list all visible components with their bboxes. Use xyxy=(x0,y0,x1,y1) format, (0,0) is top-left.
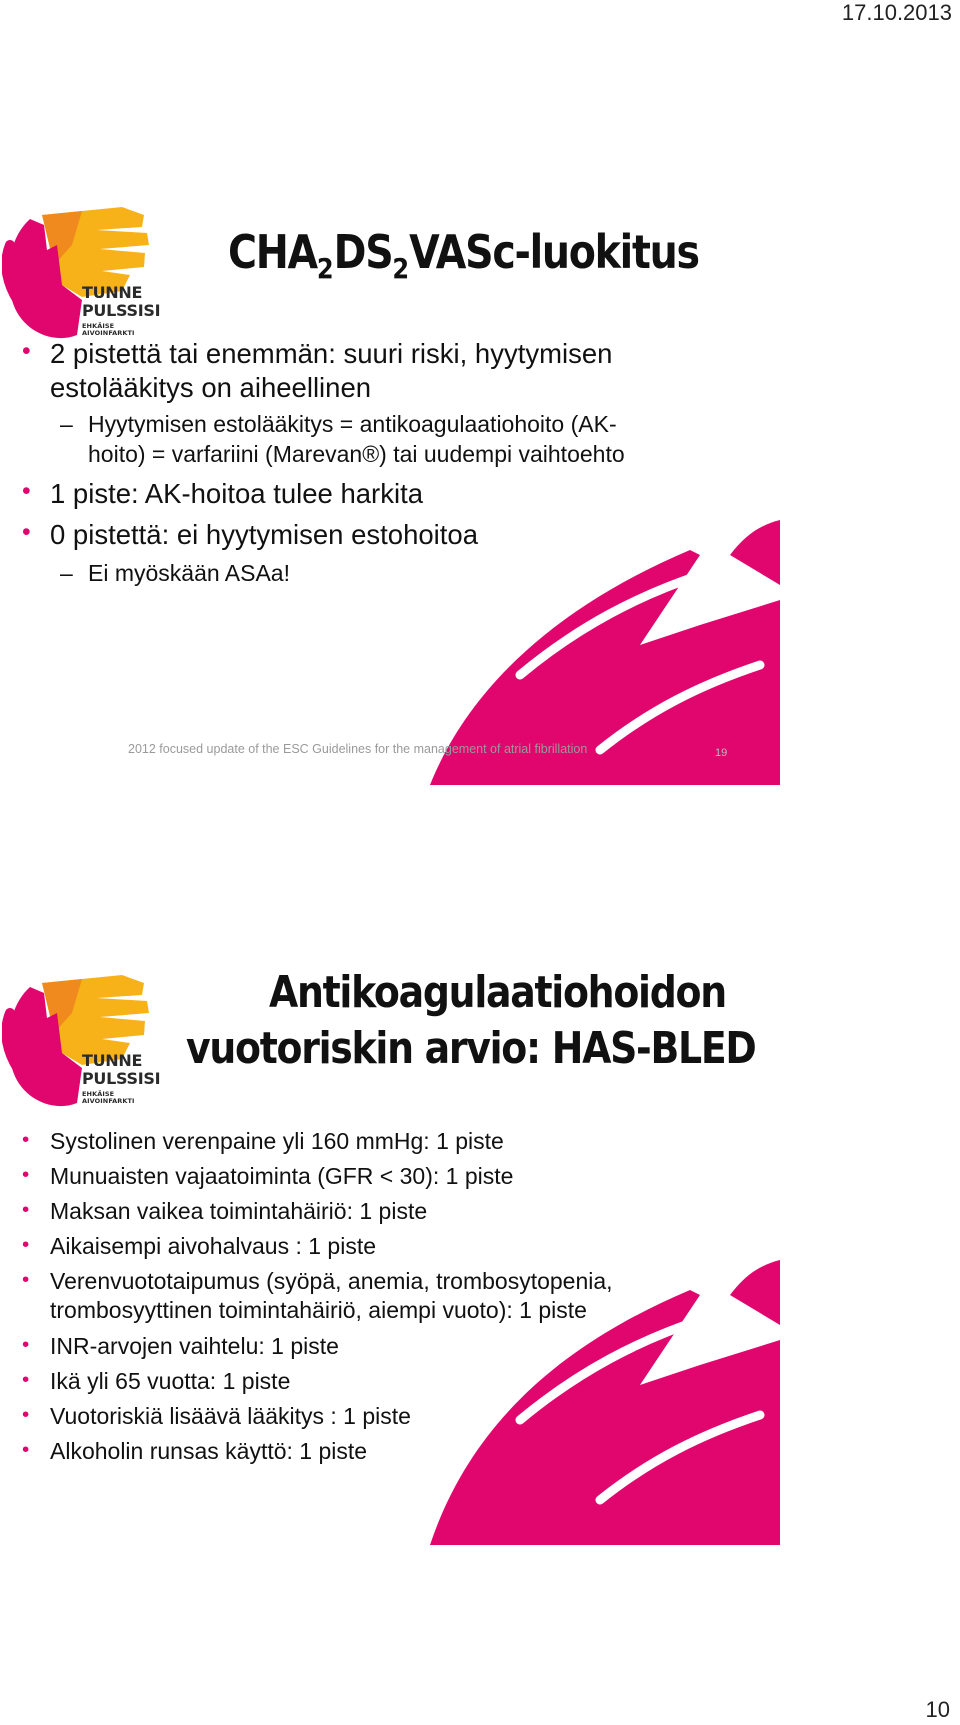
slide-title: $CHA_2DS_2VASc$-luokitus xyxy=(228,225,699,285)
logo-tunne-pulssisi xyxy=(2,205,162,340)
bullet-item: • Aikaisempi aivohalvaus : 1 piste xyxy=(50,1233,750,1261)
logo-text-line3: EHKÄISE AIVOINFARKTI xyxy=(82,322,135,337)
logo-text-line1: TUNNE xyxy=(82,1051,143,1070)
bullet-item: • 0 pistettä: ei hyytymisen estohoitoa xyxy=(50,518,750,552)
sub-bullet-item: – Ei myöskään ASAa! xyxy=(88,560,728,587)
slide-title xyxy=(186,965,756,1077)
bullet-item: • Ikä yli 65 vuotta: 1 piste xyxy=(50,1368,750,1396)
bullet-item: • Systolinen verenpaine yli 160 mmHg: 1 piste xyxy=(50,1128,750,1156)
logo-text-line2: PULSSISI xyxy=(82,301,161,320)
bullet-continuation: estolääkitys on aiheellinen xyxy=(50,372,372,403)
logo-text-line2: PULSSISI xyxy=(82,1069,161,1088)
bullet-item: • Maksan vaikea toimintahäiriö: 1 piste xyxy=(50,1198,750,1226)
logo-text-line1: TUNNE xyxy=(82,283,143,302)
bullet-item: • 1 piste: AK-hoitoa tulee harkita xyxy=(50,477,750,511)
slide-title-line2: vuotoriskin arvio: HAS-BLED xyxy=(186,1023,756,1074)
logo-tunne-pulssisi xyxy=(2,973,162,1108)
slide-title-line1: Antikoagulaatiohoidon xyxy=(268,967,726,1018)
bullet-item: • Munuaisten vajaatoiminta (GFR < 30): 1 piste xyxy=(50,1163,750,1191)
sub-bullet-item: – Hyytymisen estolääkitys = antikoagulaatiohoito (AK- xyxy=(88,411,728,438)
bullet-item: • INR-arvojen vaihtelu: 1 piste xyxy=(50,1333,750,1361)
bullet-item: • Vuotoriskiä lisäävä lääkitys : 1 piste xyxy=(50,1403,750,1431)
slide-cha2ds2vasc xyxy=(0,205,780,785)
sub-bullet-continuation: hoito) = varfariini (Marevan®) tai uudempi vaihtoehto xyxy=(88,441,625,467)
bullet-item: • 2 pistettä tai enemmän: suuri riski, hyytymisen xyxy=(50,337,750,371)
slide-has-bled xyxy=(0,965,780,1545)
bullet-item: • Alkoholin runsas käyttö: 1 piste xyxy=(50,1438,750,1466)
bullet-item: • Verenvuototaipumus (syöpä, anemia, trombosytopenia, xyxy=(50,1268,750,1296)
slide-number: 19 xyxy=(715,747,728,759)
page-date: 17.10.2013 xyxy=(841,0,952,25)
bullet-continuation: trombosyyttinen toimintahäiriö, aiempi vuoto): 1 piste xyxy=(50,1297,587,1323)
slide-footer-citation: 2012 focused update of the ESC Guidelines for the management of atrial fibrillation xyxy=(128,742,588,756)
logo-text-line3: EHKÄISE AIVOINFARKTI xyxy=(82,1090,135,1105)
page-number: 10 xyxy=(925,1697,950,1722)
